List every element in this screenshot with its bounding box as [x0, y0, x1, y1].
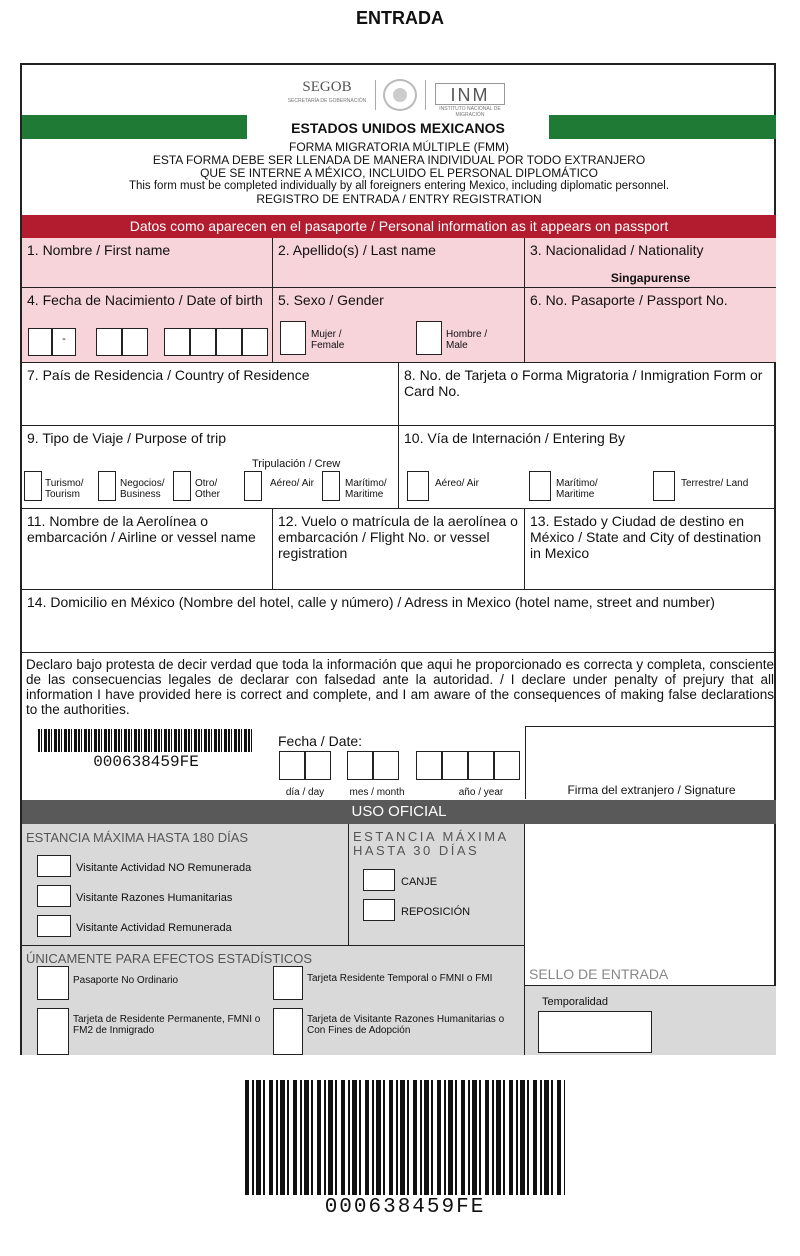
- date-year-box-2[interactable]: [442, 751, 468, 780]
- date-month-box-2[interactable]: [373, 751, 399, 780]
- birth-year-box-1[interactable]: [164, 328, 190, 356]
- entering-maritime-label: Marítimo/ Maritime: [556, 478, 598, 500]
- segob-subtitle: SECRETARÍA DE GOBERNACIÓN: [287, 98, 367, 104]
- stats-temp-resident-label: Tarjeta Residente Temporal o FMNI o FMI: [307, 973, 493, 984]
- stay30-canje-checkbox[interactable]: [363, 869, 395, 891]
- entering-maritime-checkbox[interactable]: [529, 471, 551, 501]
- field-address-mexico-label: 14. Domicilio en México (Nombre del hotel, calle y número) / Adress in Mexico (hotel name, street and number): [27, 594, 715, 610]
- field-nationality-label: 3. Nacionalidad / Nationality: [530, 242, 704, 258]
- field-flight-no[interactable]: [273, 509, 525, 590]
- crew-air-label: Aéreo/ Air: [270, 478, 314, 489]
- field-first-name[interactable]: [22, 238, 273, 288]
- small-barcode-number: 000638459FE: [93, 753, 199, 771]
- field-purpose-trip: [22, 426, 399, 509]
- main-barcode: [245, 1080, 565, 1195]
- field-last-name-label: 2. Apellido(s) / Last name: [278, 242, 436, 258]
- stats-passport-checkbox[interactable]: [37, 966, 69, 1000]
- stay-30-label: ESTANCIA MÁXIMA HASTA 30 DÍAS: [353, 829, 509, 858]
- field-gender-label: 5. Sexo / Gender: [278, 292, 384, 308]
- purpose-business-checkbox[interactable]: [98, 471, 116, 501]
- field-destination-label: 13. Estado y Ciudad de destino en México / State and City of destination in Mexico: [530, 513, 762, 561]
- flag-green-left: [22, 115, 247, 139]
- inm-subtitle: INSTITUTO NACIONAL DE MIGRACIÓN: [439, 106, 501, 118]
- stay30-reposicion-checkbox[interactable]: [363, 899, 395, 921]
- header-line-2: ESTA FORMA DEBE SER LLENADA DE MANERA INDIVIDUAL POR TODO EXTRANJERO: [152, 153, 646, 167]
- main-barcode-number: 000638459FE: [324, 1196, 486, 1219]
- birth-year-box-3[interactable]: [216, 328, 242, 356]
- birth-day-box-1[interactable]: [28, 328, 52, 356]
- gender-female-label: Mujer / Female: [311, 329, 345, 351]
- section-passport-header: Datos como aparecen en el pasaporte / Personal information as it appears on passport: [22, 215, 776, 238]
- segob-logo: SEGOB: [302, 79, 352, 95]
- signature-area[interactable]: [525, 726, 776, 799]
- field-address-mexico[interactable]: [22, 590, 776, 653]
- entering-air-label: Aéreo/ Air: [435, 478, 479, 489]
- stay30-reposicion-label: REPOSICIÓN: [401, 906, 471, 918]
- date-year-box-1[interactable]: [416, 751, 442, 780]
- header-line-5: REGISTRO DE ENTRADA / ENTRY REGISTRATION: [256, 192, 542, 206]
- stay180-humanitarian-checkbox[interactable]: [37, 885, 71, 907]
- gender-male-label: Hombre / Male: [446, 329, 488, 351]
- field-airline-label: 11. Nombre de la Aerolínea o embarcación / Airline or vessel name: [27, 513, 256, 545]
- date-label: Fecha / Date:: [278, 733, 363, 749]
- entering-land-checkbox[interactable]: [653, 471, 675, 501]
- purpose-tourism-label: Turismo/ Tourism: [45, 478, 84, 500]
- crew-label: Tripulación / Crew: [252, 458, 341, 470]
- small-barcode: [38, 729, 254, 752]
- field-last-name[interactable]: [273, 238, 525, 288]
- date-year-label: año / year: [458, 787, 504, 798]
- purpose-other-label: Otro/ Other: [195, 478, 221, 500]
- field-flight-no-label: 12. Vuelo o matrícula de la aerolínea o embarcación / Flight No. or vessel registration: [278, 513, 518, 561]
- date-day-label: día / day: [285, 787, 325, 798]
- fmm-form: [20, 63, 776, 1055]
- logo-divider: [375, 80, 376, 110]
- stats-temp-resident-checkbox[interactable]: [273, 966, 303, 1000]
- date-year-box-4[interactable]: [494, 751, 520, 780]
- field-gender: [273, 288, 525, 363]
- gender-male-checkbox[interactable]: [416, 321, 442, 355]
- stay-180-section: [22, 824, 349, 946]
- field-passport-no[interactable]: [525, 288, 776, 363]
- official-use-header: USO OFICIAL: [22, 800, 776, 824]
- logo-divider-2: [425, 80, 426, 110]
- field-birth-date-label: 4. Fecha de Nacimiento / Date of birth: [27, 292, 263, 308]
- field-entering-by: [399, 426, 776, 509]
- stay-30-section: [349, 824, 525, 946]
- stay180-paid-checkbox[interactable]: [37, 915, 71, 937]
- date-month-box-1[interactable]: [347, 751, 373, 780]
- inm-logo: INM: [435, 83, 505, 105]
- stats-label: ÚNICAMENTE PARA EFECTOS ESTADÍSTICOS: [26, 951, 313, 966]
- field-nationality[interactable]: [525, 238, 776, 288]
- field-destination[interactable]: [525, 509, 776, 590]
- field-country-residence-label: 7. País de Residencia / Country of Residence: [27, 367, 310, 383]
- stats-perm-resident-label: Tarjeta de Residente Permanente, FMNI o FM2 de Inmigrado: [73, 1014, 261, 1036]
- field-migration-card[interactable]: [399, 363, 776, 426]
- stay-180-label: ESTANCIA MÁXIMA HASTA 180 DÍAS: [26, 830, 249, 845]
- crew-air-checkbox[interactable]: [244, 471, 262, 501]
- stamp-area: [525, 824, 776, 985]
- entering-air-checkbox[interactable]: [407, 471, 429, 501]
- field-passport-no-label: 6. No. Pasaporte / Passport No.: [530, 292, 728, 308]
- field-nationality-value: Singapurense: [610, 271, 691, 285]
- stats-passport-label: Pasaporte No Ordinario: [73, 975, 179, 986]
- temporalidad-label: Temporalidad: [542, 996, 609, 1008]
- stay30-canje-label: CANJE: [401, 876, 438, 888]
- birth-month-box-2[interactable]: [122, 328, 148, 356]
- header-line-3: QUE SE INTERNE A MÉXICO, INCLUIDO EL PERSONAL DIPLOMÁTICO: [200, 166, 598, 180]
- birth-month-box-1[interactable]: [96, 328, 122, 356]
- field-birth-date: [22, 288, 273, 363]
- date-year-box-3[interactable]: [468, 751, 494, 780]
- stats-perm-resident-checkbox[interactable]: [37, 1008, 69, 1055]
- field-entering-by-label: 10. Vía de Internación / Entering By: [404, 430, 626, 446]
- temporalidad-section: [525, 985, 776, 1055]
- header-text: [22, 141, 776, 206]
- gender-female-checkbox[interactable]: [280, 321, 306, 355]
- birth-day-box-2[interactable]: -: [52, 328, 76, 356]
- crew-maritime-checkbox[interactable]: [322, 471, 340, 501]
- declaration-text: Declaro bajo protesta de decir verdad que toda la información que aqui he proporcionado es correcta y completa, consciente de las consecuencias legales de declarar con falsedad ante la autoridad. / I declare under penalty of prejury that all information I have provided here is correct and complete, and I am aware of the consequences of making false declarations to the authorities.: [26, 657, 774, 717]
- birth-year-box-2[interactable]: [190, 328, 216, 356]
- header-logos: [287, 77, 507, 118]
- stay180-paid-label: Visitante Actividad Remunerada: [76, 922, 232, 934]
- stats-visitor-label: Tarjeta de Visitante Razones Humanitarias o Con Fines de Adopción: [307, 1014, 505, 1036]
- header-line-1: FORMA MIGRATORIA MÚLTIPLE (FMM): [288, 140, 509, 154]
- stay180-humanitarian-label: Visitante Razones Humanitarias: [76, 892, 233, 904]
- date-day-box-2[interactable]: [305, 751, 331, 780]
- field-migration-card-label: 8. No. de Tarjeta o Forma Migratoria / Inmigration Form or Card No.: [404, 367, 763, 399]
- birth-year-box-4[interactable]: [242, 328, 268, 356]
- field-airline[interactable]: [22, 509, 273, 590]
- signature-label: Firma del extranjero / Signature: [567, 783, 736, 797]
- field-first-name-label: 1. Nombre / First name: [27, 242, 171, 258]
- stamp-label: SELLO DE ENTRADA: [529, 966, 669, 982]
- purpose-other-checkbox[interactable]: [173, 471, 191, 501]
- coat-of-arms-icon: [383, 79, 417, 111]
- flag-green-right: [549, 115, 776, 139]
- date-day-box-1[interactable]: [279, 751, 305, 780]
- country-title: ESTADOS UNIDOS MEXICANOS: [291, 120, 505, 136]
- date-month-label: mes / month: [349, 787, 405, 798]
- stay180-unpaid-checkbox[interactable]: [37, 855, 71, 877]
- temporalidad-input[interactable]: [538, 1011, 652, 1053]
- field-country-residence[interactable]: [22, 363, 399, 426]
- header-line-4: This form must be completed individually by all foreigners entering Mexico, including diplomatic personnel.: [128, 180, 670, 192]
- stay180-unpaid-label: Visitante Actividad NO Remunerada: [76, 862, 252, 874]
- purpose-tourism-checkbox[interactable]: [24, 471, 42, 501]
- purpose-business-label: Negocios/ Business: [120, 478, 165, 500]
- document-title: ENTRADA: [356, 8, 444, 28]
- field-purpose-trip-label: 9. Tipo de Viaje / Purpose of trip: [27, 430, 226, 446]
- stats-section: [22, 946, 525, 1055]
- entering-land-label: Terrestre/ Land: [681, 478, 749, 489]
- crew-maritime-label: Marítimo/ Maritime: [345, 478, 387, 500]
- stats-visitor-checkbox[interactable]: [273, 1008, 303, 1055]
